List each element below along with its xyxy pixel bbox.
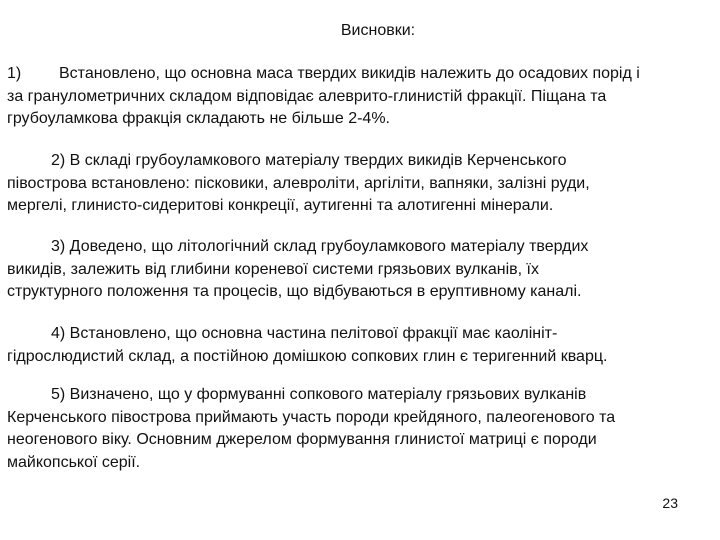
- page-number: 23: [662, 495, 678, 511]
- conclusion-line: гідрослюдистий склад, а постійною домішкою сопкових глин є теригенний кварц.: [7, 347, 608, 365]
- conclusion-item-2: [7, 150, 713, 218]
- conclusion-line: викидів, залежить від глибини кореневої системи грязьових вулканів, їх: [7, 260, 539, 278]
- conclusion-item-5: [7, 384, 713, 474]
- conclusion-line: [7, 63, 713, 86]
- conclusion-item-4: [7, 323, 713, 368]
- conclusion-line: грубоуламкова фракція складають не більше 2-4%.: [7, 110, 390, 127]
- conclusion-item-1: [7, 63, 713, 131]
- conclusion-line: 2) В складі грубоуламкового матеріалу твердих викидів Керченського: [51, 152, 567, 169]
- item-number: 1): [7, 65, 22, 82]
- conclusion-line: 5) Визначено, що у формуванні сопкового матеріалу грязьових вулканів: [51, 386, 587, 403]
- conclusion-line: Керченського півострова приймають участь породи крейдяного, палеогенового та: [7, 408, 616, 426]
- conclusion-item-3: [7, 236, 713, 304]
- conclusion-line: мергелі, глинисто-сидеритові конкреції, аутигенні та алотигенні мінерали.: [7, 197, 554, 214]
- line-text: Встановлено, що основна маса твердих викидів належить до осадових порід і: [59, 65, 640, 82]
- conclusion-line: майкопської серії.: [7, 453, 141, 471]
- conclusion-line: неогенового віку. Основним джерелом формування глинистої матриці є породи: [7, 431, 597, 448]
- conclusion-line: півострова встановлено: пісковики, алевроліти, аргіліти, вапняки, залізні руди,: [7, 174, 590, 192]
- conclusion-line: 3) Доведено, що літологічний склад грубоуламкового матеріалу твердих: [51, 238, 589, 255]
- page-title: Висновки:: [340, 22, 416, 39]
- conclusion-line: структурного положення та процесів, що відбуваються в еруптивному каналі.: [7, 283, 582, 300]
- conclusion-line: 4) Встановлено, що основна частина пелітової фракції має каолініт-: [51, 325, 558, 342]
- conclusion-line: за гранулометричних складом відповідає алеврито-глинистій фракції. Піщана та: [7, 87, 607, 105]
